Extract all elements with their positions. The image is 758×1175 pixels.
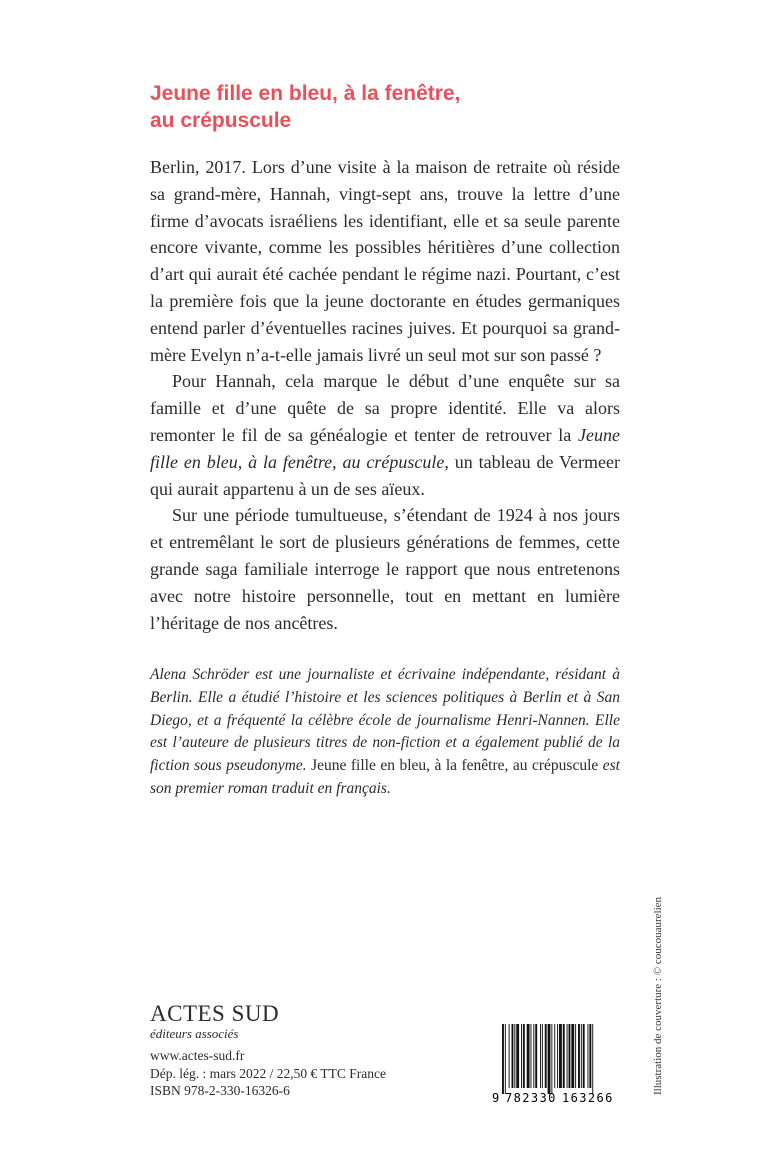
bio-text: Alena Schröder est une journaliste et écrivaine indépendante, résidant à Berlin. Elle a étudié l’histoire et les sciences politiques à Berlin et à San Diego, et a fréquenté la célèbre école de journalisme Henri-Nannen. Elle est l’auteure de plusieurs titres de non-fiction et a également publié de la fiction sous pseudonyme. [150, 666, 620, 775]
barcode-bar [512, 1024, 514, 1088]
barcode-bar [509, 1024, 510, 1088]
summary-text: , un tableau de Vermeer qui aurait appartenu à un de ses aïeux. [150, 451, 620, 499]
bio-book-title: Jeune fille en bleu, à la fenêtre, au crépuscule [306, 757, 603, 775]
barcode-bar [592, 1024, 593, 1094]
barcode-bar [578, 1024, 580, 1088]
website-link[interactable]: www.actes-sud.fr [150, 1048, 245, 1063]
summary-text: Pour Hannah, cela marque le début d’une enquête sur sa famille et d’une quête de sa propre identité. Elle va alors remonter le fil de sa généalogie et tenter de retrouver la [150, 371, 620, 445]
barcode-bar [540, 1024, 541, 1088]
credit-text: Illustration de couverture : © coucouaurelien [652, 896, 664, 1095]
barcode-bar [521, 1024, 522, 1088]
barcode-bar [557, 1024, 558, 1088]
summary-paragraph [150, 368, 620, 502]
barcode-bar [583, 1024, 585, 1088]
barcode-bar [516, 1024, 519, 1088]
publisher-logo [150, 1002, 450, 1042]
barcode-digits-left: 782330 [505, 1091, 557, 1104]
book-title [150, 80, 630, 134]
barcode-bar [545, 1024, 547, 1088]
barcode-bar [588, 1024, 589, 1088]
publisher-subtitle: éditeurs associés [150, 1026, 239, 1041]
bio-paragraph [150, 664, 620, 801]
summary [150, 154, 620, 636]
barcode-bar [589, 1024, 591, 1088]
barcode-bar [505, 1024, 506, 1094]
barcode-bar [559, 1024, 562, 1088]
barcode-bar [569, 1024, 571, 1088]
illustration-credit [648, 875, 670, 1095]
barcode-bar [548, 1024, 551, 1094]
barcode-bar [551, 1024, 552, 1094]
summary-paragraph: Sur une période tumultueuse, s’étendant de 1924 à nos jours et entremêlant le sort de plusieurs générations de femmes, cette grande saga familiale interroge le rapport que nous entretenons avec notre histoire personnelle, tout en mettant en lumière l’héritage de nos ancêtres. [150, 505, 620, 633]
barcode-bar [542, 1024, 543, 1088]
painting-title: Jeune fille en bleu, à la fenêtre, au crépuscule [150, 424, 620, 472]
summary-paragraph: Berlin, 2017. Lors d’une visite à la maison de retraite où réside sa grand-mère, Hannah, vingt-sept ans, trouve la lettre d’une firme d’avocats israéliens les identifiant, elle et sa seule parente encore vivante, comme les possibles héritières d’une collection d’art qui aurait été cachée pendant le régime nazi. Pourtant, c’est la première fois que la jeune doctorante en études germaniques entend parler d’éventuelles racines juives. Et pourquoi sa grand-mère Evelyn n’a-t-elle jamais livré un seul mot sur son passé ? [150, 157, 620, 365]
author-bio [150, 664, 620, 801]
legal-deposit: Dép. lég. : mars 2022 / 22,50 € TTC France [150, 1065, 386, 1081]
barcode-graphic [488, 1022, 628, 1104]
barcode-bar [533, 1024, 534, 1088]
barcode-bar [575, 1024, 576, 1088]
legal-info [150, 1047, 480, 1100]
barcode [488, 1022, 628, 1104]
barcode-digits-right: 163266 [562, 1091, 614, 1104]
publisher-name: ACTES SUD [150, 1001, 280, 1026]
barcode-bar [571, 1024, 574, 1088]
bio-text: est son premier roman traduit en français. [150, 757, 620, 797]
barcode-digit-lead: 9 [492, 1091, 500, 1104]
isbn: ISBN 978-2-330-16326-6 [150, 1083, 290, 1098]
barcode-bar [527, 1024, 530, 1088]
title-line: au crépuscule [150, 109, 292, 132]
barcode-bar [581, 1024, 582, 1088]
title-line: Jeune fille en bleu, à la fenêtre, [150, 82, 461, 105]
barcode-bar [502, 1024, 504, 1094]
barcode-bar [567, 1024, 568, 1088]
barcode-bar [563, 1024, 565, 1088]
barcode-bar [523, 1024, 525, 1088]
barcode-bar [554, 1024, 555, 1088]
barcode-bar [514, 1024, 515, 1088]
barcode-bar [535, 1024, 537, 1088]
barcode-bar [531, 1024, 532, 1088]
